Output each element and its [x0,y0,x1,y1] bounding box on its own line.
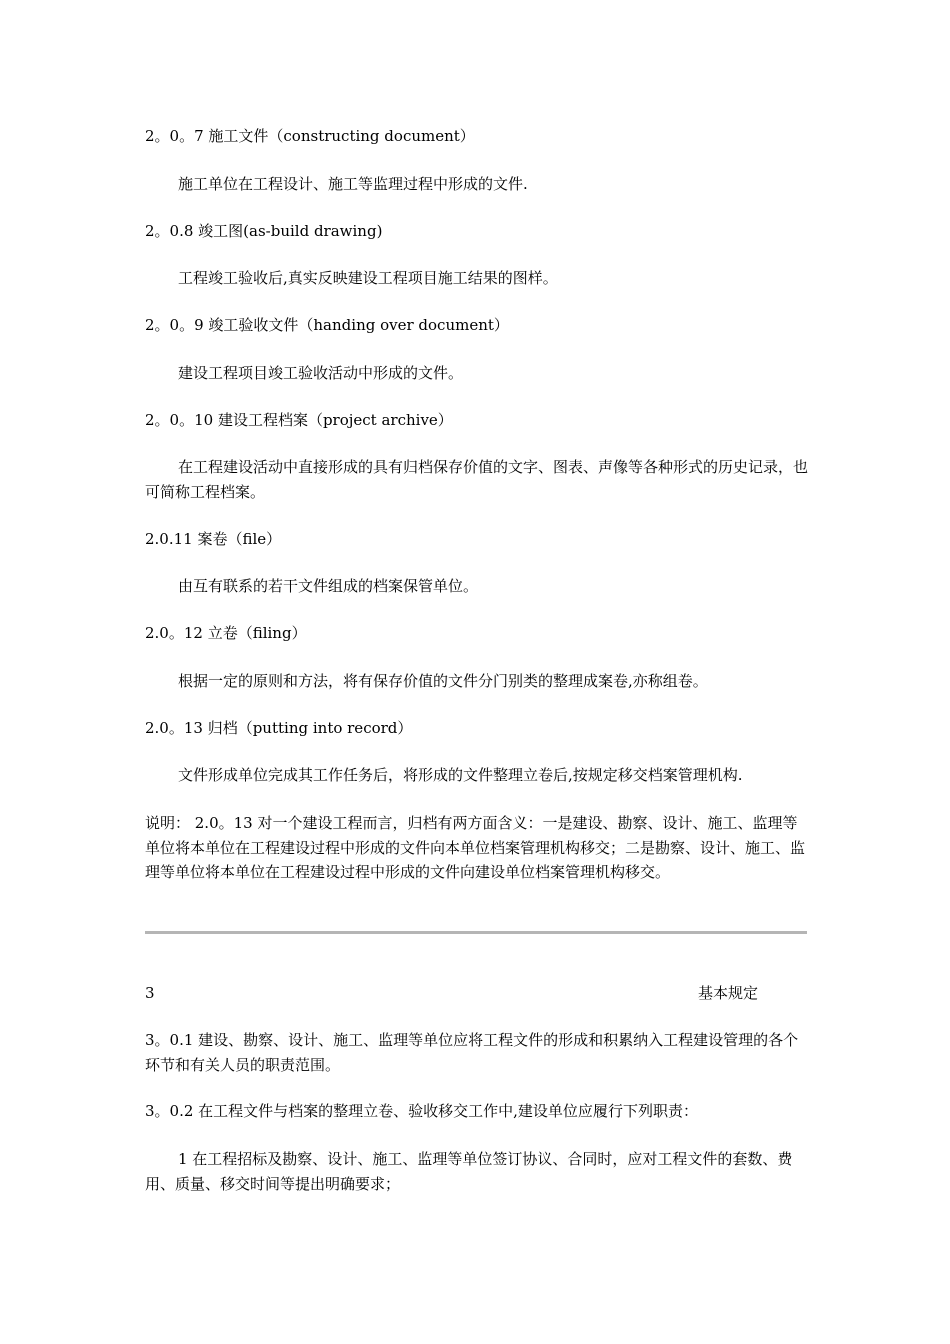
clause-3-0-2: 3。0.2 在工程文件与档案的整理立卷、验收移交工作中,建设单位应履行下列职责： [145,1102,698,1120]
section-heading-2-0-13: 2.0。13 归档（putting into record） [145,719,413,737]
section-heading-2-0-7: 2。0。7 施工文件（constructing document） [145,127,475,145]
section-heading-2-0-10: 2。0。10 建设工程档案（project archive） [145,411,453,429]
section-body-2-0-12: 根据一定的原则和方法，将有保存价值的文件分门别类的整理成案卷,亦称组卷。 [178,672,708,690]
section-body-2-0-8: 工程竣工验收后,真实反映建设工程项目施工结果的图样。 [178,269,558,287]
clause-3-0-1: 3。0.1 建设、勘察、设计、施工、监理等单位应将工程文件的形成和积累纳入工程建设管理的各个环节和有关人员的职责范围。 [145,1031,799,1074]
section-heading-2-0-12: 2.0。12 立卷（filing） [145,624,307,642]
section-body-2-0-10: 在工程建设活动中直接形成的具有归档保存价值的文字、图表、声像等各种形式的历史记录，也可简称工程档案。 [145,458,809,501]
section-body-2-0-9: 建设工程项目竣工验收活动中形成的文件。 [178,364,464,382]
section-divider [145,931,807,934]
section-heading-2-0-8: 2。0.8 竣工图(as-build drawing) [145,222,383,240]
explanatory-note: 说明： 2.0。13 对一个建设工程而言，归档有两方面含义：一是建设、勘察、设计、施工、监理等单位将本单位在工程建设过程中形成的文件向本单位档案管理机构移交；二是勘察、设计、施工、监理等单位将本单位在工程建设过程中形成的文件向建设单位档案管理机构移交。 [145,814,806,881]
chapter-title: 基本规定 [698,984,759,1002]
chapter-number: 3 [145,984,155,1002]
section-heading-2-0-9: 2。0。9 竣工验收文件（handing over document） [145,316,509,334]
section-heading-2-0-11: 2.0.11 案卷（file） [145,530,282,548]
clause-3-0-2-item-1: 1 在工程招标及勘察、设计、施工、监理等单位签订协议、合同时，应对工程文件的套数、费用、质量、移交时间等提出明确要求； [145,1150,793,1193]
section-body-2-0-7: 施工单位在工程设计、施工等监理过程中形成的文件. [178,175,528,193]
section-body-2-0-11: 由互有联系的若干文件组成的档案保管单位。 [178,577,479,595]
section-body-2-0-13: 文件形成单位完成其工作任务后，将形成的文件整理立卷后,按规定移交档案管理机构. [178,766,743,784]
